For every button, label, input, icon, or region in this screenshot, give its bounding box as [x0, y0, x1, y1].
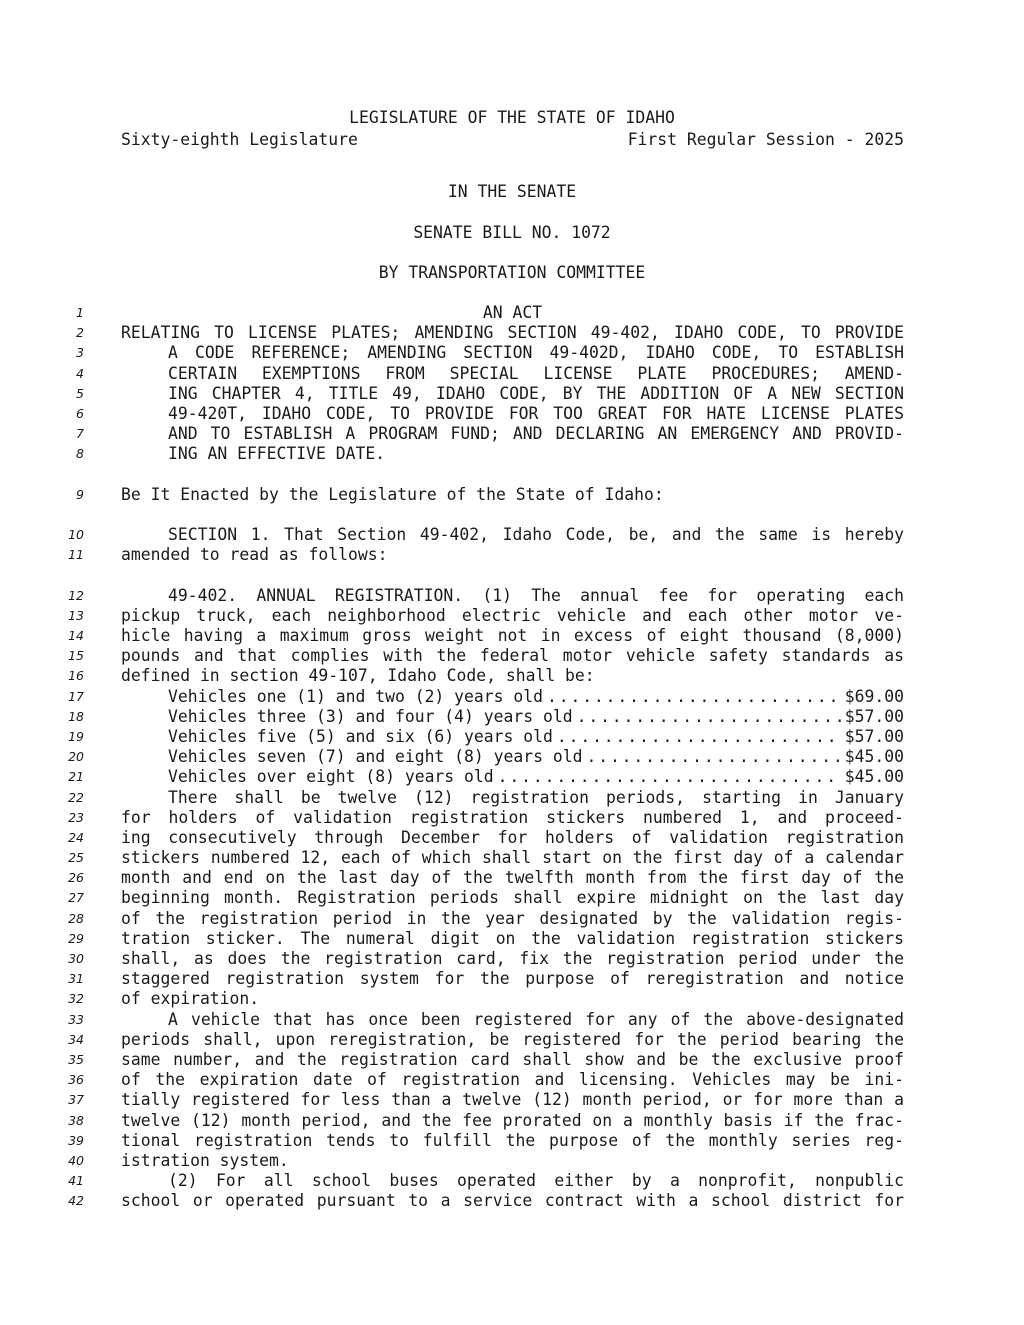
body-line: staggered registration system for the purpose of reregistration and notice — [121, 969, 904, 989]
fee-row — [0, 767, 1024, 787]
line-number: 5 — [76, 385, 84, 401]
line-number: 24 — [68, 829, 84, 845]
fee-label: Vehicles three (3) and four (4) years old — [168, 706, 573, 726]
line-number: 22 — [68, 789, 84, 805]
line-number: 41 — [68, 1173, 84, 1189]
leader-dots — [557, 727, 841, 747]
line-number: 7 — [76, 426, 84, 442]
leader-dots — [547, 687, 841, 707]
line-number: 20 — [68, 749, 84, 765]
body-line: istration system. — [121, 1150, 289, 1170]
line-number: 31 — [68, 971, 84, 987]
act-heading: AN ACT — [482, 303, 543, 322]
legislature-title: LEGISLATURE OF THE STATE OF IDAHO — [349, 108, 675, 127]
fee-row — [0, 727, 1024, 747]
body-line: of the registration period in the year designated by the validation regis- — [121, 908, 904, 928]
line-number: 36 — [68, 1072, 84, 1088]
fee-row — [0, 747, 1024, 767]
line-number: 6 — [76, 405, 84, 421]
line-number: 17 — [68, 688, 84, 704]
line-number: 40 — [68, 1152, 84, 1168]
line-number: 16 — [68, 668, 84, 684]
body-line: tional registration tends to fulfill the purpose of the monthly series reg- — [121, 1130, 904, 1150]
line-number: 25 — [68, 850, 84, 866]
line-number: 34 — [68, 1031, 84, 1047]
line-number: 11 — [68, 547, 84, 563]
fee-amount: $69.00 — [844, 686, 904, 706]
line-number: 19 — [68, 728, 84, 744]
body-line: ing consecutively through December for holders of validation registration — [121, 827, 904, 847]
line-number: 2 — [76, 325, 84, 341]
line-number: 8 — [76, 446, 84, 462]
fee-label: Vehicles five (5) and six (6) years old — [168, 726, 553, 746]
title-line: CERTAIN EXEMPTIONS FROM SPECIAL LICENSE PLATE PROCEDURES; AMEND- — [168, 363, 904, 383]
fee-amount: $45.00 — [844, 767, 904, 787]
title-line: AND TO ESTABLISH A PROGRAM FUND; AND DECLARING AN EMERGENCY AND PROVID- — [168, 424, 904, 444]
body-line: twelve (12) month period, and the fee prorated on a monthly basis if the frac- — [121, 1110, 904, 1130]
fee-row — [0, 687, 1024, 707]
leader-dots — [498, 767, 841, 787]
leader-dots — [577, 707, 841, 727]
body-line: shall, as does the registration card, fix the registration period under the — [121, 949, 904, 968]
title-block — [0, 303, 1024, 323]
title-line: RELATING TO LICENSE PLATES; AMENDING SECTION 49-402, IDAHO CODE, TO PROVIDE — [121, 323, 904, 343]
line-number: 18 — [68, 708, 84, 724]
fee-amount: $57.00 — [844, 726, 904, 746]
body-line: pounds and that complies with the federal motor vehicle safety standards as — [121, 646, 904, 666]
body-line: (2) For all school buses operated either by a nonprofit, nonpublic — [168, 1171, 904, 1191]
sponsor: BY TRANSPORTATION COMMITTEE — [378, 263, 646, 282]
body-line: beginning month. Registration periods shall expire midnight on the last day — [121, 888, 904, 908]
line-number: 37 — [68, 1092, 84, 1108]
body-line: for holders of validation registration stickers numbered 1, and proceed- — [121, 807, 904, 827]
line-number: 35 — [68, 1051, 84, 1067]
line-number: 27 — [68, 890, 84, 906]
title-line: A CODE REFERENCE; AMENDING SECTION 49-402D, IDAHO CODE, TO ESTABLISH — [168, 343, 904, 363]
line-number: 28 — [68, 910, 84, 926]
title-line: ING AN EFFECTIVE DATE. — [168, 444, 386, 464]
line-number: 26 — [68, 870, 84, 886]
line-number: 42 — [68, 1193, 84, 1209]
line-number: 14 — [68, 628, 84, 643]
body-line: defined in section 49-107, Idaho Code, shall be: — [121, 666, 595, 686]
body-line: stickers numbered 12, each of which shall start on the first day of a calendar — [121, 848, 904, 868]
fee-label: Vehicles seven (7) and eight (8) years old — [168, 747, 583, 767]
body-line: periods shall, upon reregistration, be registered for the period bearing the — [121, 1029, 904, 1049]
body-line: hicle having a maximum gross weight not in excess of eight thousand (8,000) — [121, 626, 904, 645]
line-number: 33 — [68, 1011, 84, 1027]
session: First Regular Session - 2025 — [627, 130, 904, 149]
body-line: of the expiration date of registration and licensing. Vehicles may be ini- — [121, 1070, 904, 1090]
line-number: 3 — [76, 345, 84, 361]
line-number: 32 — [68, 991, 84, 1007]
line-number: 29 — [68, 930, 84, 946]
body-line: tially registered for less than a twelve (12) month period, or for more than a — [121, 1090, 904, 1110]
title-line: ING CHAPTER 4, TITLE 49, IDAHO CODE, BY THE ADDITION OF A NEW SECTION — [168, 383, 904, 403]
bill-number: SENATE BILL NO. 1072 — [413, 223, 611, 242]
body-line: of expiration. — [121, 989, 260, 1009]
legislature-number: Sixty-eighth Legislature — [121, 130, 358, 149]
line-number: 23 — [68, 809, 84, 825]
section-line: SECTION 1. That Section 49-402, Idaho Code, be, and the same is hereby — [168, 525, 904, 545]
body-line: pickup truck, each neighborhood electric vehicle and each other motor ve- — [121, 605, 904, 625]
fee-row — [0, 707, 1024, 727]
enacting-clause: Be It Enacted by the Legislature of the State of Idaho: — [121, 484, 664, 504]
fee-label: Vehicles one (1) and two (2) years old — [168, 686, 543, 706]
body-line: school or operated pursuant to a service contract with a school district for — [121, 1191, 904, 1211]
fee-label: Vehicles over eight (8) years old — [168, 767, 494, 787]
line-number: 4 — [76, 365, 84, 381]
fee-amount: $45.00 — [844, 747, 904, 767]
line-number: 1 — [76, 305, 84, 320]
body-line: month and end on the last day of the twelfth month from the first day of the — [121, 868, 904, 888]
body-line: same number, and the registration card shall show and be the exclusive proof — [121, 1049, 904, 1069]
leader-dots — [586, 747, 840, 767]
line-number: 12 — [68, 587, 84, 603]
line-number: 9 — [76, 486, 84, 502]
fee-amount: $57.00 — [844, 706, 904, 726]
section-line: amended to read as follows: — [121, 545, 388, 565]
line-number: 38 — [68, 1112, 84, 1128]
chamber: IN THE SENATE — [447, 182, 577, 201]
body-line: A vehicle that has once been registered for any of the above-designated — [168, 1009, 904, 1029]
line-number: 30 — [68, 951, 84, 966]
line-number: 15 — [68, 648, 84, 664]
bill-text — [0, 303, 1024, 1211]
line-number: 13 — [68, 607, 84, 623]
line-number: 21 — [68, 769, 84, 785]
body-line: tration sticker. The numeral digit on the validation registration stickers — [121, 928, 904, 948]
body-line: 49-402. ANNUAL REGISTRATION. (1) The annual fee for operating each — [168, 585, 904, 605]
body-line: There shall be twelve (12) registration periods, starting in January — [168, 787, 904, 807]
line-number: 10 — [68, 527, 84, 543]
line-number: 39 — [68, 1132, 84, 1148]
title-line: 49-420T, IDAHO CODE, TO PROVIDE FOR TOO GREAT FOR HATE LICENSE PLATES — [168, 403, 904, 423]
